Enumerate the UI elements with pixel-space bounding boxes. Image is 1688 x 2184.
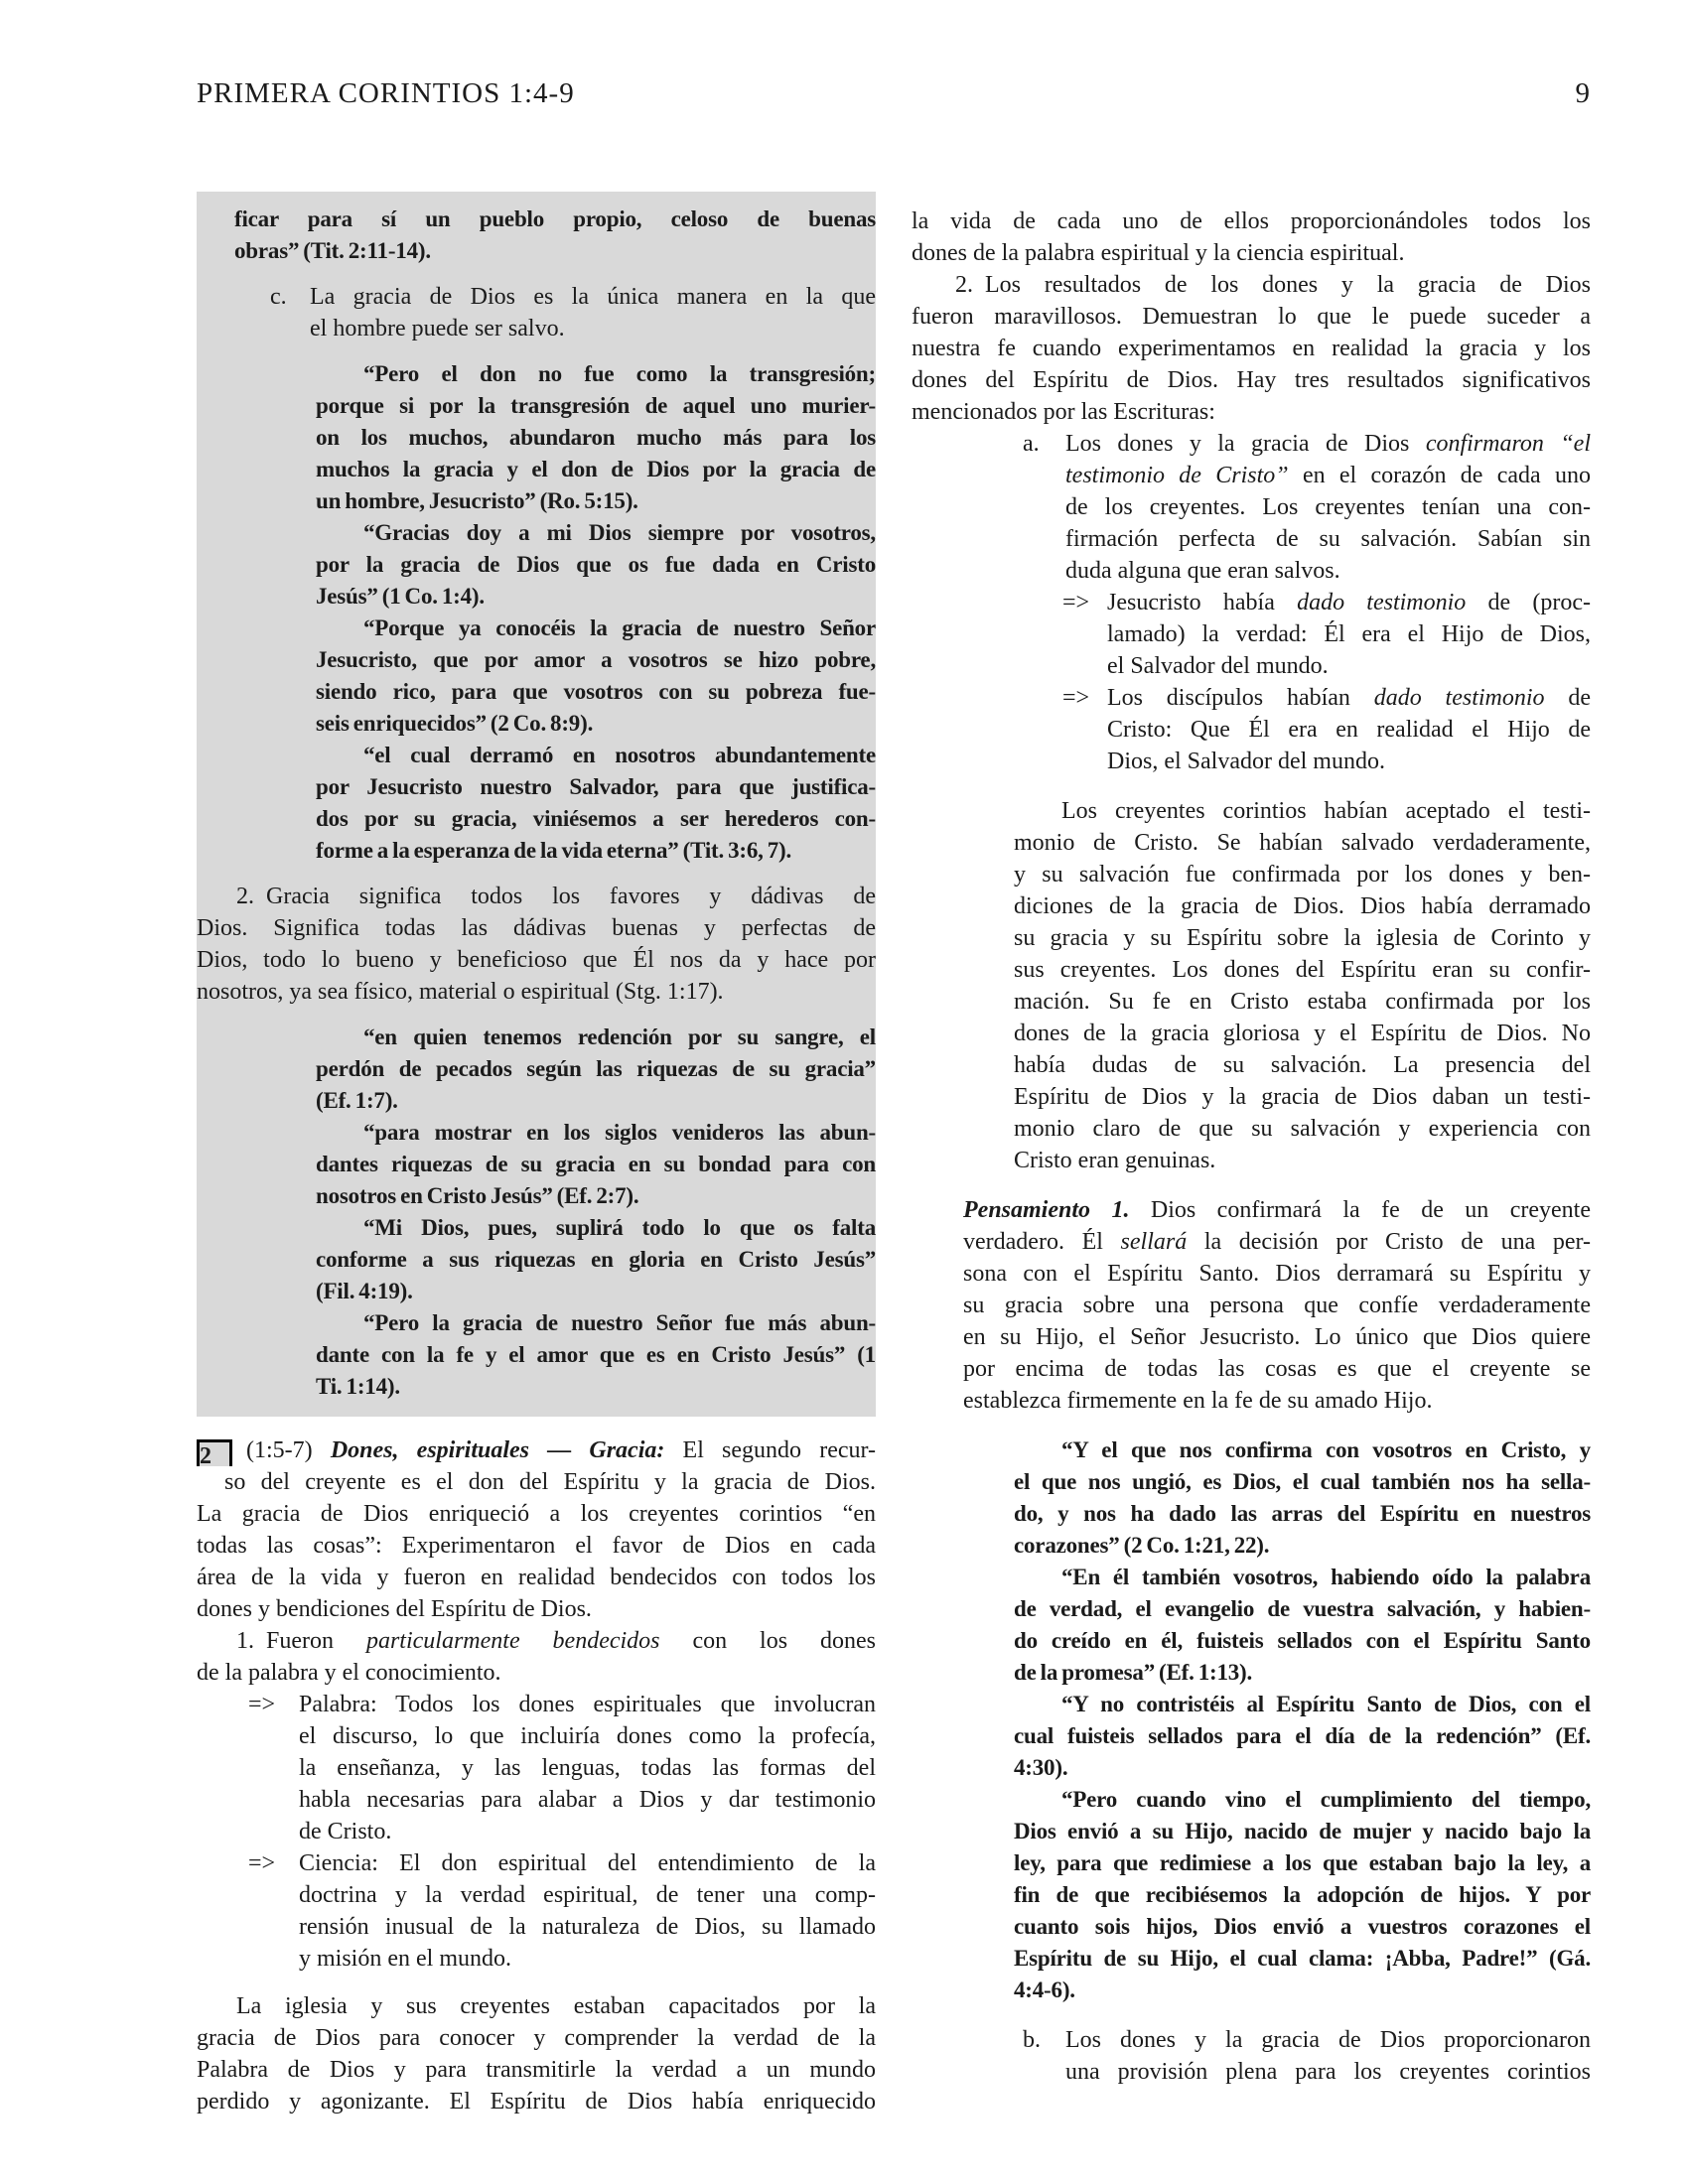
text-line: do creído en él, fuisteis sellados con el Espíritu Santo: [1014, 1628, 1591, 1653]
text-line: cual fuisteis sellados para el día de la redención” (Ef.: [1014, 1723, 1591, 1748]
scripture-quote: [197, 517, 876, 613]
text-line: conforme a sus riquezas en gloria en Cristo Jesús”: [316, 1247, 876, 1272]
arrow-point: [912, 682, 1591, 777]
text-line: nuestra fe cuando experimentamos en realidad la gracia y los: [912, 336, 1591, 361]
arrow-point: [197, 1847, 876, 1975]
scripture-quote: [912, 1784, 1591, 2006]
text-line: obras” (Tit. 2:11-14).: [234, 238, 431, 263]
text-line: 2. Los resultados de los dones y la gracia de Dios: [955, 272, 1591, 298]
text-line: de la palabra y el conocimiento.: [197, 1660, 501, 1686]
paragraph: [912, 269, 1591, 428]
text-line: sus creyentes. Los dones del Espíritu eran su confir-: [1014, 957, 1591, 983]
outline-item-b: [912, 2024, 1591, 2088]
text-line: cuanto sois hijos, Dios envió a vuestros corazones el: [1014, 1914, 1591, 1939]
text-line: su gracia sobre una persona que confíe verdaderamente: [963, 1293, 1591, 1318]
text-line: Jesús” (1 Co. 1:4).: [316, 584, 485, 609]
text-line: el Salvador del mundo.: [1107, 653, 1329, 679]
text-line: establezca firmemente en la fe de su amado Hijo.: [963, 1388, 1433, 1414]
outline-point-box: [197, 192, 876, 1417]
text-line: dantes riquezas de su gracia en su bondad para con: [316, 1152, 876, 1176]
text-line: Ti. 1:14).: [316, 1374, 400, 1399]
text-line: de la promesa” (Ef. 1:13).: [1014, 1660, 1253, 1685]
page-number: 9: [1575, 77, 1591, 109]
text-line: fin de que recibiésemos la adopción de hijos. Y por: [1014, 1882, 1591, 1907]
quote-continuation: [197, 204, 876, 267]
outline-item-a-label: a.: [1023, 431, 1040, 457]
text-line: de verdad, el evangelio de vuestra salvación, y habien-: [1014, 1596, 1591, 1621]
scripture-quote: [197, 1117, 876, 1212]
text-line: Palabra de Dios y para transmitirle la verdad a un mundo: [197, 2057, 876, 2083]
text-line: nosotros, ya sea físico, material o espiritual (Stg. 1:17).: [197, 979, 724, 1005]
running-title: PRIMERA CORINTIOS 1:4-9: [197, 77, 575, 109]
text-line: doctrina y la verdad espiritual, de tener una comp-: [299, 1882, 876, 1908]
text-line: un hombre, Jesucristo” (Ro. 5:15).: [316, 488, 638, 513]
text-line: Los discípulos habían dado testimonio de: [1107, 685, 1591, 711]
text-line: y misión en el mundo.: [299, 1946, 511, 1972]
left-column: [197, 192, 876, 2117]
text-line: “Porque ya conocéis la gracia de nuestro Señor: [363, 615, 876, 640]
text-line: lamado) la verdad: Él era el Hijo de Dios,: [1107, 621, 1591, 647]
text-line: dos por su gracia, viniésemos a ser herederos con-: [316, 806, 876, 831]
text-line: Espíritu de su Hijo, el cual clama: ¡Abba, Padre!” (Gá.: [1014, 1946, 1591, 1971]
scripture-quote: [197, 1022, 876, 1117]
text-line: gracia de Dios para conocer y comprender la verdad de la: [197, 2025, 876, 2051]
text-line: Ciencia: El don espiritual del entendimiento de la: [299, 1850, 876, 1876]
text-line: Los dones y la gracia de Dios proporcionaron: [1065, 2027, 1591, 2053]
text-line: do, y nos ha dado las arras del Espíritu en nuestros: [1014, 1501, 1591, 1526]
paragraph: [197, 1625, 876, 1689]
text-line: el que nos ungió, es Dios, el cual también nos ha sella-: [1014, 1469, 1591, 1494]
paragraph: [912, 205, 1591, 269]
text-line: mación. Su fe en Cristo estaba confirmada por los: [1014, 989, 1591, 1015]
paragraph: [912, 795, 1591, 1176]
text-line: 2 (1:5-7) Dones, espirituales — Gracia: El segundo recur-: [197, 1434, 876, 1466]
text-line: “Y no contristéis al Espíritu Santo de Dios, con el: [1061, 1692, 1591, 1716]
text-line: La iglesia y sus creyentes estaban capacitados por la: [236, 1993, 876, 2019]
scripture-quote: [197, 358, 876, 517]
text-line: una provisión plena para los creyentes corintios: [1065, 2059, 1591, 2085]
scripture-quote: [912, 1434, 1591, 1562]
text-line: de Cristo.: [299, 1819, 392, 1844]
text-line: La gracia de Dios enriqueció a los creyentes corintios “en: [197, 1501, 876, 1527]
text-line: “Pero la gracia de nuestro Señor fue más abun-: [363, 1310, 876, 1335]
text-line: (Ef. 1:7).: [316, 1088, 398, 1113]
text-line: por la gracia de Dios que os fue dada en Cristo: [316, 552, 876, 577]
text-line: ficar para sí un pueblo propio, celoso de buenas: [234, 206, 876, 231]
text-line: por encima de todas las cosas es que el creyente se: [963, 1356, 1591, 1382]
text-line: Palabra: Todos los dones espirituales que involucran: [299, 1692, 876, 1717]
text-line: 1. Fueron particularmente bendecidos con los dones: [236, 1628, 876, 1654]
text-line: Jesucristo había dado testimonio de (proc-: [1107, 590, 1591, 615]
arrow-point-label: =>: [1062, 590, 1090, 615]
text-line: “Pero el don no fue como la transgresión;: [363, 361, 876, 386]
pensamiento-note: [912, 1194, 1591, 1417]
scripture-quote: [197, 1307, 876, 1403]
text-line: Dios. Significa todas las dádivas buenas y perfectas de: [197, 915, 876, 941]
text-line: perdido y agonizante. El Espíritu de Dios había enriquecido: [197, 2089, 876, 2115]
text-line: “En él también vosotros, habiendo oído la palabra: [1061, 1565, 1591, 1589]
text-line: Jesucristo, que por amor a vosotros se hizo pobre,: [316, 647, 876, 672]
text-line: firmación perfecta de su salvación. Sabían sin: [1065, 526, 1591, 552]
paragraph: [197, 1990, 876, 2117]
text-line: habla necesarias para alabar a Dios y dar testimonio: [299, 1787, 876, 1813]
outline-item-c-label: c.: [270, 284, 287, 310]
text-line: monio de Cristo. Se habían salvado verdaderamente,: [1014, 830, 1591, 856]
text-line: dones de la palabra espiritual y la ciencia espiritual.: [912, 240, 1405, 266]
text-line: La gracia de Dios es la única manera en la que: [310, 284, 876, 310]
text-line: monio claro de que su salvación y experiencia con: [1014, 1116, 1591, 1142]
text-line: verdadero. Él sellará la decisión por Cristo de una per-: [963, 1229, 1591, 1255]
text-line: en su Hijo, el Señor Jesucristo. Lo único que Dios quiere: [963, 1324, 1591, 1350]
outline-item-b-label: b.: [1023, 2027, 1041, 2053]
text-line: seis enriquecidos” (2 Co. 8:9).: [316, 711, 594, 736]
text-line: Cristo eran genuinas.: [1014, 1148, 1216, 1173]
text-line: la vida de cada uno de ellos proporcionándoles todos los: [912, 208, 1591, 234]
text-line: dones y bendiciones del Espíritu de Dios.: [197, 1596, 592, 1622]
text-line: Cristo: Que Él era en realidad el Hijo de: [1107, 717, 1591, 743]
text-line: diciones de la gracia de Dios. Dios había derramado: [1014, 893, 1591, 919]
text-line: todas las cosas”: Experimentaron el favor de Dios en cada: [197, 1533, 876, 1559]
text-line: forme a la esperanza de la vida eterna” (Tit. 3:6, 7).: [316, 838, 792, 863]
scripture-quote: [912, 1562, 1591, 1689]
running-header: [197, 77, 1591, 110]
right-column: [912, 205, 1591, 2088]
text-line: testimonio de Cristo” en el corazón de cada uno: [1065, 463, 1591, 488]
arrow-point-label: =>: [248, 1692, 276, 1717]
text-line: Dios envió a su Hijo, nacido de mujer y nacido bajo la: [1014, 1819, 1591, 1843]
text-line: Dios, todo lo bueno y beneficioso que Él nos da y hace por: [197, 947, 876, 973]
text-line: su gracia y su Espíritu sobre la iglesia de Corinto y: [1014, 925, 1591, 951]
text-line: “Mi Dios, pues, suplirá todo lo que os falta: [363, 1215, 876, 1240]
text-line: rensión inusual de la naturaleza de Dios, su llamado: [299, 1914, 876, 1940]
outline-number-badge: 2: [197, 1439, 232, 1466]
text-line: siendo rico, para que vosotros con su pobreza fue-: [316, 679, 876, 704]
text-line: 2. Gracia significa todos los favores y dádivas de: [236, 884, 876, 909]
text-line: porque si por la transgresión de aquel uno murier-: [316, 393, 876, 418]
text-line: mencionados por las Escrituras:: [912, 399, 1215, 425]
text-line: el hombre puede ser salvo.: [310, 316, 565, 341]
text-line: “Gracias doy a mi Dios siempre por vosotros,: [363, 520, 876, 545]
text-line: “Y el que nos confirma con vosotros en Cristo, y: [1061, 1437, 1591, 1462]
text-line: nosotros en Cristo Jesús” (Ef. 2:7).: [316, 1183, 639, 1208]
paragraph: [197, 881, 876, 1008]
text-line: “Pero cuando vino el cumplimiento del tiempo,: [1061, 1787, 1591, 1812]
text-line: “para mostrar en los siglos venideros las abun-: [363, 1120, 876, 1145]
scripture-quote: [197, 740, 876, 867]
text-line: fueron maravillosos. Demuestran lo que le puede suceder a: [912, 304, 1591, 330]
text-line: corazones” (2 Co. 1:21, 22).: [1014, 1533, 1270, 1558]
text-line: muchos la gracia y el don de Dios por la gracia de: [316, 457, 876, 481]
text-line: de los creyentes. Los creyentes tenían una con-: [1065, 494, 1591, 520]
text-line: y su salvación fue confirmada por los dones y ben-: [1014, 862, 1591, 887]
scripture-quote: [912, 1689, 1591, 1784]
text-line: la enseñanza, y las lenguas, todas las formas del: [299, 1755, 876, 1781]
text-line: el discurso, lo que incluiría dones como la profecía,: [299, 1723, 876, 1749]
text-line: (Fil. 4:19).: [316, 1279, 413, 1303]
text-line: Dios, el Salvador del mundo.: [1107, 749, 1385, 774]
text-line: ley, para que redimiese a los que estaban bajo la ley, a: [1014, 1850, 1591, 1875]
text-line: “el cual derramó en nosotros abundantemente: [363, 743, 876, 767]
text-line: “en quien tenemos redención por su sangre, el: [363, 1024, 876, 1049]
text-line: había dudas de su salvación. La presencia del: [1014, 1052, 1591, 1078]
text-line: Los creyentes corintios habían aceptado el testi-: [1061, 798, 1591, 824]
text-line: por Jesucristo nuestro Salvador, para que justifica-: [316, 774, 876, 799]
text-line: dones del Espíritu de Dios. Hay tres resultados significativos: [912, 367, 1591, 393]
text-line: sona con el Espíritu Santo. Dios derramará su Espíritu y: [963, 1261, 1591, 1287]
text-line: Espíritu de Dios y la gracia de Dios daban un testi-: [1014, 1084, 1591, 1110]
text-line: dones de la gracia gloriosa y el Espíritu de Dios. No: [1014, 1021, 1591, 1046]
outline-heading-2: [197, 1434, 876, 1625]
outline-item-c: [197, 281, 876, 344]
scripture-quote: [197, 1212, 876, 1307]
text-line: área de la vida y fueron en realidad bendecidos con todos los: [197, 1565, 876, 1590]
text-line: on los muchos, abundaron mucho más para los: [316, 425, 876, 450]
arrow-point-label: =>: [1062, 685, 1090, 711]
scripture-quote: [197, 613, 876, 740]
text-line: duda alguna que eran salvos.: [1065, 558, 1340, 584]
arrow-point: [197, 1689, 876, 1847]
text-line: so del creyente es el don del Espíritu y la gracia de Dios.: [224, 1469, 876, 1495]
text-line: 4:4-6).: [1014, 1978, 1075, 2002]
text-line: perdón de pecados según las riquezas de su gracia”: [316, 1056, 876, 1081]
text-line: dante con la fe y el amor que es en Cristo Jesús” (1: [316, 1342, 876, 1367]
text-line: Pensamiento 1. Dios confirmará la fe de un creyente: [963, 1197, 1591, 1223]
text-line: 4:30).: [1014, 1755, 1068, 1780]
arrow-point: [912, 587, 1591, 682]
text-line: Los dones y la gracia de Dios confirmaron “el: [1065, 431, 1591, 457]
arrow-point-label: =>: [248, 1850, 276, 1876]
outline-item-a: [912, 428, 1591, 587]
